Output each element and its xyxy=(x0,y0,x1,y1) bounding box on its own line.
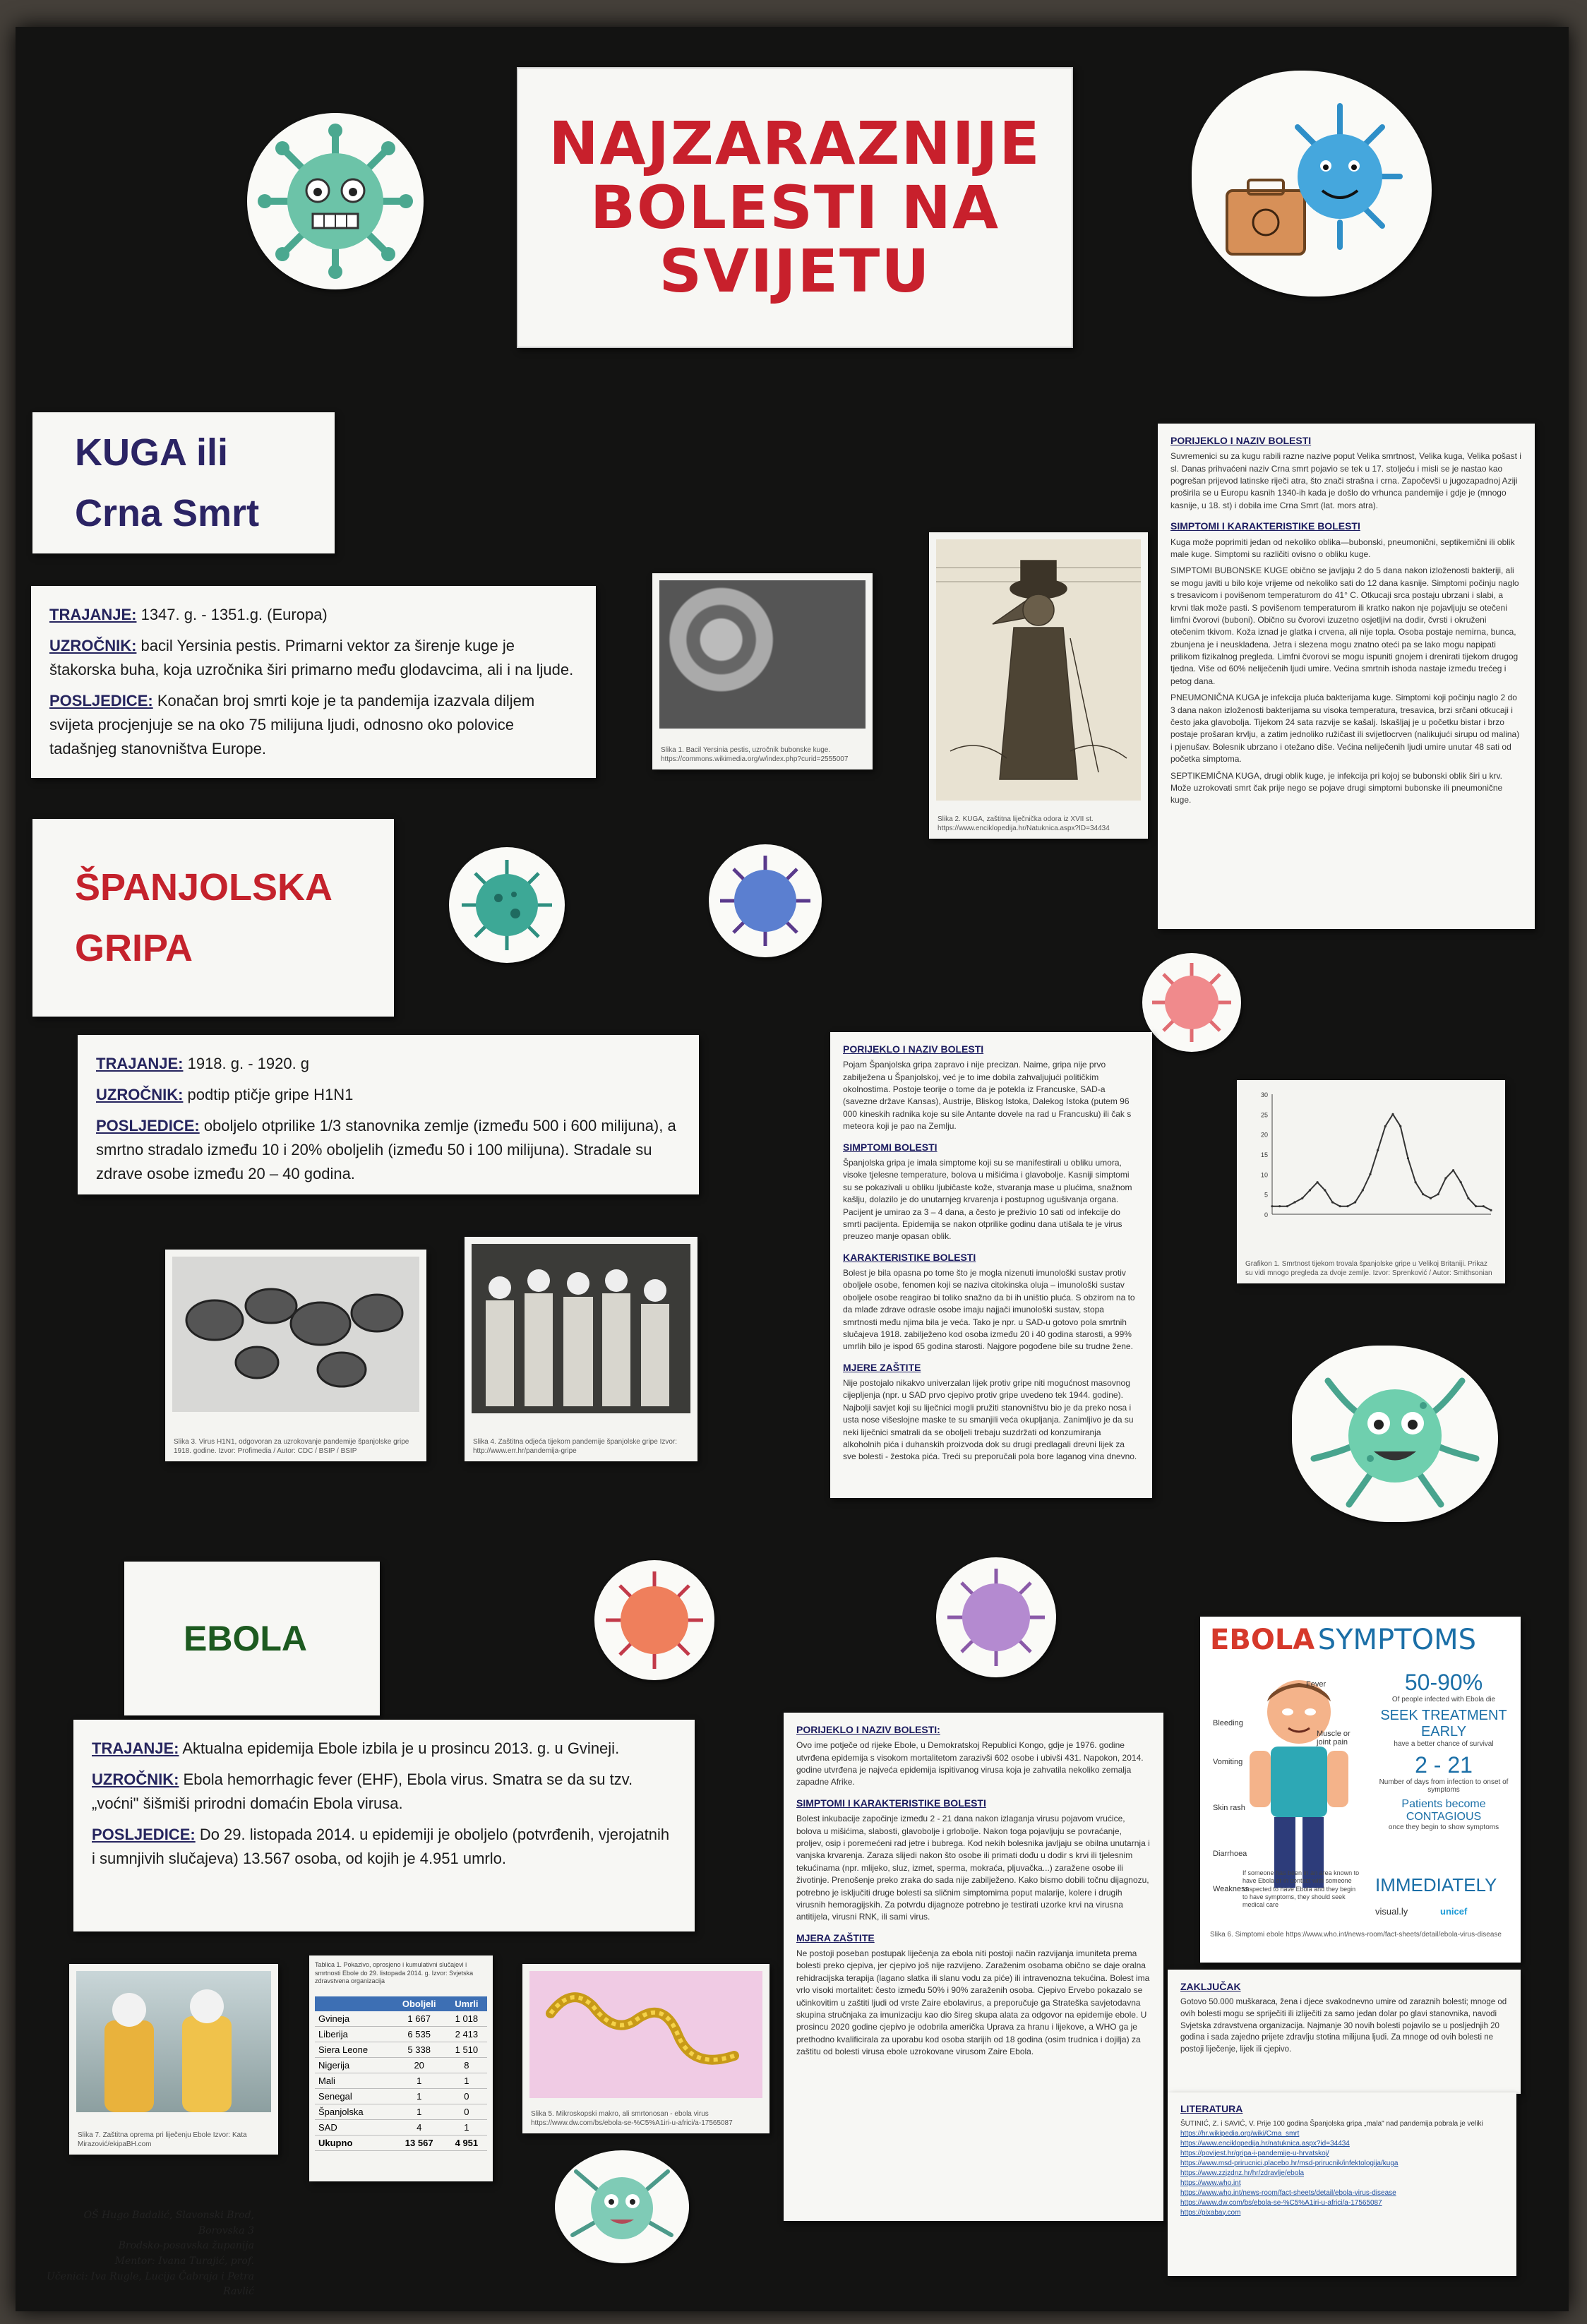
ebola-heading-origin: PORIJEKLO I NAZIV BOLESTI: xyxy=(796,1724,940,1735)
table-row xyxy=(315,2089,487,2104)
literatura-item: ŠUTINIĆ, Z. i SAVIĆ, V. Prije 100 godina Španjolska gripa „mala" nad pandemija pobrala je veliki xyxy=(1180,2119,1483,2128)
country-cell: Siera Leone xyxy=(315,2042,393,2058)
data-point xyxy=(1362,1189,1364,1191)
gripa-fig3-caption: Slika 3. Virus H1N1, odgovoran za uzrokovanje pandemije španjolske gripe 1918. godine. Izvor: Profimedia / Autor: CDC / BSIP / BSIP xyxy=(174,1438,409,1455)
visualy-brand: visual.ly xyxy=(1375,1906,1408,1917)
count-cell: 1 xyxy=(446,2073,487,2089)
country-cell: SAD xyxy=(315,2120,393,2136)
ebola-gear-photo xyxy=(69,1964,278,2155)
gripa-heading xyxy=(32,819,394,1017)
kuga-uzrocnik-text: bacil Yersinia pestis. Primarni vektor za širenje kuge je štakorska buha, koja uzročnika širi primarno među glodavcima, ali i na ljude. xyxy=(49,637,574,679)
y-tick-label: 20 xyxy=(1260,1131,1268,1139)
nurses-group xyxy=(472,1244,690,1413)
y-tick-label: 10 xyxy=(1260,1171,1268,1179)
table-row xyxy=(315,2027,487,2042)
gripa-posljedice-label: POSLJEDICE: xyxy=(96,1117,200,1135)
symptom-label-muscle: Muscle or joint pain xyxy=(1317,1730,1351,1747)
ebola-virus-image xyxy=(529,1971,762,2098)
table-row xyxy=(315,2104,487,2120)
symptom-label-bleeding: Bleeding xyxy=(1213,1719,1243,1727)
green-virus-sticker xyxy=(449,847,565,963)
data-point xyxy=(1437,1193,1439,1195)
kuga-fig1-caption: Slika 1. Bacil Yersinia pestis, uzročnik bubonske kuge. https://commons.wikimedia.org/w/index.php?curid=2555007 xyxy=(661,746,849,763)
symptom-label-rash: Skin rash xyxy=(1213,1804,1245,1812)
stat-seek-treatment: SEEK TREATMENT EARLY xyxy=(1380,1708,1507,1739)
count-cell: 1 018 xyxy=(446,2011,487,2027)
symptom-label-fever: Fever xyxy=(1306,1680,1327,1689)
data-point xyxy=(1293,1201,1295,1203)
kuga-posljedice-label: POSLJEDICE: xyxy=(49,692,153,710)
title-line-2: BOLESTI NA xyxy=(590,172,1000,242)
y-tick-label: 5 xyxy=(1264,1191,1268,1199)
count-cell: 1 667 xyxy=(393,2011,446,2027)
ebola-table-header-row xyxy=(315,1996,487,2011)
literatura-card xyxy=(1168,2092,1516,2276)
count-cell: 2 413 xyxy=(446,2027,487,2042)
count-cell: 1 xyxy=(393,2073,446,2089)
ebola-trajanje-label: TRAJANJE: xyxy=(92,1739,179,1757)
ebola-cases-table-card xyxy=(309,1955,493,2181)
data-point xyxy=(1430,1197,1432,1199)
ebola-heading-protection: MJERA ZAŠTITE xyxy=(796,1931,875,1943)
data-point xyxy=(1377,1149,1379,1151)
kuga-side-text-2: Kuga može poprimiti jedan od nekoliko oblika—bubonski, pneumonični, septikemični ili oblik male kuge. Simptomi su različiti ovisno o obliku kuge. xyxy=(1170,537,1515,559)
y-tick-label: 0 xyxy=(1264,1211,1268,1218)
data-point xyxy=(1444,1177,1447,1179)
virus-blue-icon xyxy=(716,851,815,950)
title-line-1: NAJZARAZNIJE xyxy=(549,108,1041,178)
kuga-trajanje-text: 1347. g. - 1351.g. (Europa) xyxy=(136,606,328,623)
data-point xyxy=(1483,1205,1485,1207)
gripa-trajanje-label: TRAJANJE: xyxy=(96,1055,184,1072)
unicef-brand: unicef xyxy=(1440,1906,1468,1917)
count-cell: 6 535 xyxy=(393,2027,446,2042)
count-cell: 13 567 xyxy=(393,2136,446,2151)
kuga-posljedice-text: Konačan broj smrti koje je ta pandemija izazvala diljem svijeta procjenjuje se na oko 75 milijuna ljudi, odnosno oko polovice tadašnjeg stanovništva Europe. xyxy=(49,692,535,758)
kuga-side-heading-2: SIMPTOMI I KARAKTERISTIKE BOLESTI xyxy=(1170,520,1360,532)
stat-contagious: Patients become CONTAGIOUS xyxy=(1401,1798,1486,1823)
country-cell: Nigerija xyxy=(315,2058,393,2073)
kuga-side-text-5: SEPTIKEMIČNA KUGA, drugi oblik kuge, je infekcija pri kojoj se bubonski oblik širi u krv. Može uzrokovati smrt čak prije nego se pojave drugi simptomi bubonske ili pneumonične kuge. xyxy=(1170,770,1503,805)
country-cell: Senegal xyxy=(315,2089,393,2104)
zakljucak-card xyxy=(1168,1970,1521,2094)
sick-person-icon xyxy=(1228,1673,1370,1899)
kuga-side-text-4: PNEUMONIČNA KUGA je infekcija pluća bakterijama kuge. Simptomi koji počinju naglo 2 do 3 dana nakon izloženosti bakterijama su visoka temperatura, tresavica, brzi srčani otkucaji i često jaka glavobolja. Tijekom 24 sata razvije se kašalj. Iskašljaj je u početku bistar i brzo postaje prošaran krvlju, a zatim jednoliko ružičast ili svijetlocrven (nalikujući sirupu od malina) i pjenušav. Bolesnik ubrzano i otežano diše. Većina neliječenih ljudi umire unutar 48 sati od početka simptoma. xyxy=(1170,693,1520,765)
stat-death-rate-note: Of people infected with Ebola die xyxy=(1391,1696,1496,1703)
gripa-heading-protection: MJERE ZAŠTITE xyxy=(843,1361,921,1373)
data-point xyxy=(1324,1189,1326,1191)
symptom-label-weakness: Weakness xyxy=(1213,1885,1250,1893)
blue-virus-sticker xyxy=(709,844,822,957)
count-cell: 4 951 xyxy=(446,2136,487,2151)
symptoms-title-ebola: EBOLA xyxy=(1210,1624,1315,1656)
data-point xyxy=(1286,1205,1288,1207)
gripa-info-card xyxy=(78,1035,699,1194)
literatura-item[interactable]: https://www.who.int/news-room/fact-sheets/detail/ebola-virus-disease xyxy=(1180,2188,1396,2197)
ebola-cases-table xyxy=(315,1996,487,2151)
table-row xyxy=(315,2136,487,2151)
data-point xyxy=(1369,1173,1371,1175)
ebola-heading-text: EBOLA xyxy=(184,1619,307,1658)
data-point xyxy=(1391,1113,1394,1115)
table-row xyxy=(315,2011,487,2027)
data-point xyxy=(1278,1205,1281,1207)
data-point xyxy=(1460,1181,1462,1183)
table-row xyxy=(315,2073,487,2089)
virus-face-icon xyxy=(258,124,413,279)
count-cell: 20 xyxy=(393,2058,446,2073)
kuga-heading xyxy=(32,412,335,553)
plague-doctor-photo xyxy=(929,532,1148,839)
ebola-workers xyxy=(76,1971,271,2112)
mortality-chart-card xyxy=(1237,1080,1505,1283)
virus-small-monster-icon xyxy=(562,2157,682,2256)
ebola-details-card xyxy=(784,1713,1163,2221)
count-cell: 4 xyxy=(393,2120,446,2136)
symptom-label-diarrhoea: Diarrhoea xyxy=(1213,1850,1247,1858)
ebola-virus-photo xyxy=(522,1964,769,2133)
gripa-uzrocnik-label: UZROČNIK: xyxy=(96,1086,184,1104)
pink-virus-sticker xyxy=(1142,953,1241,1052)
gripa-chart-caption: Grafikon 1. Smrtnost tijekom trovala španjolske gripe u Velikoj Britaniji. Prikaz su vidi mnogo pregleda za dvoje zemlje. Izvor: Sprenković / Autor: Smithsonian xyxy=(1245,1260,1492,1277)
data-point xyxy=(1339,1205,1341,1207)
mortality-line-chart xyxy=(1244,1087,1498,1228)
gripa-heading-symptoms: SIMPTOMI BOLESTI xyxy=(843,1141,938,1153)
data-point xyxy=(1399,1125,1401,1127)
country-cell: Liberija xyxy=(315,2027,393,2042)
data-point xyxy=(1301,1197,1303,1199)
protective-clothing-photo xyxy=(465,1237,697,1461)
bottom-virus-sticker xyxy=(555,2150,689,2263)
zakljucak-heading: ZAKLJUČAK xyxy=(1180,1981,1241,1992)
ebola-info-card xyxy=(73,1720,695,1931)
ebola-text-protection: Ne postoji poseban postupak liječenja za ebola niti postoji način razvijanja imuniteta prema bolesti preko cjepiva, jer cjepivo još nije razvijeno. Zaraženim osobama obično se daje oralna rehidracijska terapija (lagano slatka ili slanu vodu za piće) ili intravenozna tekućina. Bolest ima vrlo visoki mortalitet: često između 50% i 90% zaraženih osoba. Cjepivo Ervebo pokazalo se učinkovitim u zaštiti ljudi od vrste Zaire ebolavirus, a preporučuje ga Strateška savjetodavna skupina stručnjaka za imunizaciju kao dio šireg skupa alata za odgovor na epidemije ebole. U prosincu 2020 godine cjepivo je odobrila američka Uprava za hranu i lijekove, a WHO ga je prethodno kvalificirala za uporabu kod osoba starijih od 18 godina (osim trudnica i dojilja) za zaštitu od bolesti virusa ebole uzrokovane virusom Zaire Ebola. xyxy=(796,1948,1150,2057)
count-cell: 5 338 xyxy=(393,2042,446,2058)
gripa-heading-characteristics: KARAKTERISTIKE BOLESTI xyxy=(843,1251,976,1263)
kuga-uzrocnik-label: UZROČNIK: xyxy=(49,637,137,655)
literatura-item[interactable]: https://povijest.hr/gripa-i-pandemije-u-hrvatskoj/ xyxy=(1180,2149,1329,2157)
h1n1-image xyxy=(172,1257,419,1412)
nurses-image xyxy=(472,1244,690,1413)
literatura-list xyxy=(1180,2119,1504,2218)
virus-purple-icon xyxy=(943,1564,1049,1670)
orange-virus-sticker xyxy=(594,1560,714,1680)
kuga-heading-line-1: KUGA ili xyxy=(75,431,229,474)
data-point xyxy=(1422,1193,1424,1195)
stat-death-rate: 50-90% xyxy=(1404,1670,1483,1695)
ebola-fig6-caption: Slika 6. Simptomi ebole https://www.who.int/news-room/fact-sheets/detail/ebola-virus-disease xyxy=(1210,1931,1502,1939)
virus-monster-icon xyxy=(1300,1353,1490,1515)
count-cell: 8 xyxy=(446,2058,487,2073)
symptom-label-vomiting: Vomiting xyxy=(1213,1758,1243,1766)
symptoms-immediately: IMMEDIATELY xyxy=(1375,1874,1497,1895)
ebola-heading-symptoms: SIMPTOMI I KARAKTERISTIKE BOLESTI xyxy=(796,1797,986,1809)
gripa-trajanje-text: 1918. g. - 1920. g xyxy=(183,1055,310,1072)
virus-pink-icon xyxy=(1149,960,1234,1045)
table-header-cell: Umrli xyxy=(446,1996,487,2011)
green-monster-sticker xyxy=(1292,1346,1498,1522)
kuga-heading-line-2: Crna Smrt xyxy=(75,492,260,534)
table-row xyxy=(315,2042,487,2058)
y-tick-label: 30 xyxy=(1260,1091,1268,1098)
stat-seek-treatment-note: have a better chance of survival xyxy=(1394,1740,1494,1748)
data-point xyxy=(1384,1125,1387,1127)
ebola-posljedice-label: POSLJEDICE: xyxy=(92,1826,196,1844)
stat-incubation-note: Number of days from infection to onset of symptoms xyxy=(1379,1778,1509,1794)
mortality-series-line xyxy=(1272,1114,1491,1210)
plague-doctor-engraving xyxy=(936,539,1141,801)
ebola-filament xyxy=(529,1971,762,2098)
author-credit xyxy=(42,2208,254,2300)
count-cell: 0 xyxy=(446,2104,487,2120)
stat-contagious-note: once they begin to show symptoms xyxy=(1388,1823,1499,1831)
table-row xyxy=(315,2120,487,2136)
country-cell: Ukupno xyxy=(315,2136,393,2151)
title-line-3: SVIJETU xyxy=(659,236,931,306)
gripa-text-origin: Pojam Španjolska gripa zapravo i nije precizan. Naime, gripa nije prvo zabilježena u Španjolskoj, već je to ime dobila zahvaljujući političkim okolnostima. Postoje teorije o tome da je potekla iz Francuske, SAD-a (savezne države Kansas), Austrije, Bliskog Istoka, Dalekog Istoka (putem 96 000 kineskih radnika koje su sile Antante dovele na rad u Francusku) ili čak s meteora koji je pao na Zemlju. xyxy=(843,1060,1132,1132)
gripa-fig4-caption: Slika 4. Zaštitna odjeća tijekom pandemije španjolske gripe Izvor: http://www.err.hr/pandemija-gripe xyxy=(473,1438,678,1455)
virus-briefcase-icon xyxy=(1206,85,1418,282)
literatura-item[interactable]: https://www.zzjzdnz.hr/hr/zdravlje/ebola xyxy=(1180,2169,1305,2177)
gripa-text-characteristics: Bolest je bila opasna po tome što je mogla nizenuti imunološki sustav protiv oboljele osobe, fenomen koji se naziva citokinska oluja – imunološki sustav oboljele osobe reagirao bi toliko snažno da bi ih uništio pluća. S obzirom na to da mlađe zdrave odrasle osobe imaju najjači imunološki sustav, stopa smrtnosti među njima bila je veća. Tako je npr. u SAD-u gotovo pola smrtnih slučajeva 1918. zabilježeno kod osoba između 20 i 40 godina starosti, a 99% umrlih bilo je ispod 65 godina starosti. Najgore pogođene bile su trudne žene. xyxy=(843,1267,1135,1352)
gripa-text-symptoms: Španjolska gripa je imala simptome koji su se manifestirali u obliku umora, visoke tjelesne temperature, bolova u mišićima i glavobolje. Kasniji simptomi su se pokazivali u obliku ljubičaste kože, stvaranja mase u plućima, snažnom kašlju, dolazilo je do unutarnjeg krvarenja i postupnog ugušivanja organa. Pacijent je umirao za 3 – 4 dana, a često je preživio 10 sati od infekcije do smrti pacijenta. Epidemija se nakon otprilike godinu dana utišala te je virus preuzeo manje opasan oblik. xyxy=(843,1157,1132,1242)
credit-mentor: Mentor: Ivana Turajić, prof. xyxy=(114,2256,254,2268)
gripa-heading-origin: PORIJEKLO I NAZIV BOLESTI xyxy=(843,1043,984,1055)
count-cell: 1 510 xyxy=(446,2042,487,2058)
gripa-posljedice-text: oboljelo otprilike 1/3 stanovnika zemlje (između 500 i 600 milijuna), a smrtno stradalo između 10 i 20% oboljelih (između 50 i 100 milijuna). Stradale su zdrave osobe između 20 – 40 godina. xyxy=(96,1117,676,1183)
data-point xyxy=(1309,1189,1311,1191)
data-point xyxy=(1271,1205,1273,1207)
gripa-heading-line-1: ŠPANJOLSKA xyxy=(75,865,333,909)
bacillus-image xyxy=(659,580,866,729)
purple-virus-sticker xyxy=(936,1557,1056,1677)
gripa-uzrocnik-text: podtip ptičje gripe H1N1 xyxy=(183,1086,354,1104)
kuga-trajanje-label: TRAJANJE: xyxy=(49,606,137,623)
country-cell: Mali xyxy=(315,2073,393,2089)
data-point xyxy=(1490,1209,1492,1211)
count-cell: 0 xyxy=(446,2089,487,2104)
data-point xyxy=(1317,1181,1319,1183)
ebola-fig7-caption: Slika 7. Zaštitna oprema pri liječenju Ebole Izvor: Kata Mirazović/ekipaBH.com xyxy=(78,2131,247,2148)
data-point xyxy=(1346,1205,1348,1207)
kuga-fig2-caption: Slika 2. KUGA, zaštitna liječnička odora iz XVII st. https://www.enciklopedija.hr/Natuknica.aspx?ID=34434 xyxy=(938,815,1110,832)
literatura-item[interactable]: https://pixabay.com xyxy=(1180,2208,1241,2217)
country-cell: Španjolska xyxy=(315,2104,393,2120)
data-point xyxy=(1354,1201,1356,1203)
ebola-table-caption: Tablica 1. Pokazivo, oprosjeno i kumulativni slučajevi i smrtnosti Ebole do 29. listopada 2014. g. Izvor: Svjetska zdravstvena organizacija xyxy=(315,1961,474,1985)
data-point xyxy=(1475,1205,1477,1207)
ebola-trajanje-text: Aktualna epidemija Ebole izbila je u prosincu 2013. g. u Gvineji. xyxy=(179,1739,620,1757)
literatura-item[interactable]: https://www.enciklopedija.hr/natuknica.aspx?id=34434 xyxy=(1180,2139,1350,2148)
ebola-fig5-caption: Slika 5. Mikroskopski makro, ali smrtonosan - ebola virus https://www.dw.com/bs/ebola-se-%C5%A1iri-u-africi/a-17565087 xyxy=(531,2110,733,2127)
gripa-heading-line-2: GRIPA xyxy=(75,927,193,969)
kuga-side-text-1: Suvremenici su za kugu rabili razne nazive poput Velika smrtnost, Velika kuga, Velika pošast i sl. Danas prihvaćeni naziv Crna smrt pojavio se tek u 17. stoljeću i misli se je nastao kao pogrešan prijevod latinske riječi atra, što znači strašna i crna. Započevši u jugozapadnoj Aziji proširila se u Europu kasnih 1340-ih kada je došlo do vrhunca pandemije i gdje je (mnogo kasnije, u 18. st) i dobila ime Crna Smrt (lat. mors atra). xyxy=(1170,451,1521,510)
literatura-heading: LITERATURA xyxy=(1180,2103,1243,2114)
literatura-item[interactable]: https://www.who.int xyxy=(1180,2179,1241,2187)
symptoms-title-symptoms: SYMPTOMS xyxy=(1317,1624,1476,1656)
zakljucak-text: Gotovo 50.000 muškaraca, žena i djece svakodnevno umire od zaraznih bolesti; mnoge od ovih bolesti mogu se spriječiti ili izliječiti za samo jedan dolar po glavi stanovnika, navodi Svjetska zdravstvena organizacija. Najmanje 30 novih bolesti pojavilo se u posljednjih 20 godina i sada zajedno prijete zdravlju stotina milijuna ljudi. Za mnoge od ovih bolesti ne postoji liječenje, lijek ili cjepivo. xyxy=(1180,1998,1507,2054)
credit-county: Brodsko-posavska županija xyxy=(118,2240,254,2252)
plague-doctor-image xyxy=(936,539,1141,801)
literatura-item[interactable]: https://www.dw.com/bs/ebola-se-%C5%A1iri-u-africi/a-17565087 xyxy=(1180,2198,1382,2207)
literatura-item[interactable]: https://www.msd-prirucnici.placebo.hr/msd-prirucnik/infektologija/kuga xyxy=(1180,2159,1399,2167)
kuga-details-card xyxy=(1158,424,1535,929)
ebola-heading xyxy=(124,1562,380,1715)
virus-green-icon xyxy=(457,856,556,954)
table-header-cell: Oboljeli xyxy=(393,1996,446,2011)
data-point xyxy=(1467,1197,1469,1199)
credit-school: OŠ Hugo Badalić, Slavonski Brod, Borovska 3 xyxy=(83,2210,254,2236)
kuga-side-heading-1: PORIJEKLO I NAZIV BOLESTI xyxy=(1170,435,1312,446)
ebola-workers-image xyxy=(76,1971,271,2112)
h1n1-micrograph xyxy=(172,1257,419,1412)
count-cell: 1 xyxy=(446,2120,487,2136)
symptom-stats xyxy=(1377,1670,1511,1831)
table-row xyxy=(315,2058,487,2073)
gripa-text-protection: Nije postojalo nikakvo univerzalan lijek protiv gripe niti mogućnost masovnog cijepljenja (npr. u SAD prvo cjepivo protiv gripe uvedeno tek 1944. godine). Najbolji savjet koji su liječnici mogli pružiti stanovništvu bio je da preko nosa i usta nose višeslojne maske te su smanjili veća okupljanja. Zanimljivo je da su neki liječnici smatrali da se oboljeli trebaju suzdržati od konzumiranja alkoholnih pića i duhanskih proizvoda dok su drugi predlagali drevni lijek za sve bolesti - žestoka pića. Treći su preporučali pola bore laganog vina dnevno. xyxy=(843,1378,1137,1462)
h1n1-virus-photo xyxy=(165,1250,426,1461)
kuga-side-text-3: SIMPTOMI BUBONSKE KUGE obično se javljaju 2 do 5 dana nakon izloženosti bakteriji, ali se mogu javiti u bilo koje vrijeme od nekoliko sati do 12 dana kasnije. Simptomi počinju naglo s tresavicom i povišenom temperaturom do 41° C. Otkucaji srca postaju ubrzani i slabi, a krvni tlak može pasti. S povišenom temperaturom ili kratko nakon nje pojavljuju se otečeni limfni čvorovi (buboni). Obično su čvorovi izuzetno osjetljivi na dodir, čvrsti i okruženi otečenim tkivom. Koža iznad je glatka i crvena, ali nije topla. Osoba postaje nemirna, bunca, zbunjena je i neusklađena. Jetra i slezena mogu znatno oteći pa se lako mogu napipati prilikom fizikalnog pregleda. Limfni čvorovi se mogu ispuniti gnojem i drenirati tijekom drugog tjedna. Više od 60% neliječenih ljudi umire. Većina smrtnih ishoda nastaje između trećeg i petog dana. xyxy=(1170,565,1519,686)
virus-orange-icon xyxy=(601,1567,707,1673)
kuga-info-card xyxy=(31,586,596,778)
virus-briefcase-sticker xyxy=(1192,71,1432,297)
poster-title xyxy=(517,67,1073,348)
data-point xyxy=(1407,1157,1409,1159)
data-point xyxy=(1415,1181,1417,1183)
angry-virus-sticker xyxy=(247,113,424,289)
credit-students: Učenici: Iva Rugle, Lucija Čabraja i Petra Ravlić xyxy=(47,2270,254,2298)
count-cell: 1 xyxy=(393,2089,446,2104)
literatura-item[interactable]: https://hr.wikipedia.org/wiki/Crna_smrt xyxy=(1180,2129,1300,2138)
kuga-bacillus-photo xyxy=(652,573,873,769)
ebola-text-origin: Ovo ime potječe od rijeke Ebole, u Demokratskoj Republici Kongo, gdje je 1976. godine utvrđena epidemija s visokom mortalitetom zarazivši 602 osobe i ubivši 431. Napokon, 2014. godine utvrđena je najveća epidemija ispitivanog virusa koja je zahvatila nekoliko zemalja zapadne Afrike. xyxy=(796,1740,1144,1787)
country-cell: Gvineja xyxy=(315,2011,393,2027)
data-point xyxy=(1452,1169,1454,1171)
y-tick-label: 25 xyxy=(1260,1111,1268,1119)
table-header-cell xyxy=(315,1996,393,2011)
ebola-uzrocnik-text: Ebola hemorrhagic fever (EHF), Ebola virus. Smatra se da su tzv. „voćni" šišmiši prirodni domaćin Ebola virusa. xyxy=(92,1771,633,1813)
count-cell: 1 xyxy=(393,2104,446,2120)
ebola-symptoms-infographic xyxy=(1200,1617,1521,1963)
ebola-uzrocnik-label: UZROČNIK: xyxy=(92,1771,179,1789)
stat-incubation: 2 - 21 xyxy=(1415,1752,1473,1778)
y-tick-label: 15 xyxy=(1260,1151,1268,1158)
ebola-text-symptoms: Bolest inkubacije započinje između 2 - 21 dana nakon izlaganja virusu pojavom vrućice, bolova u mišićima, slabosti, glavobolje i grlobolje. Nakon toga pojavljuju se povraćanje, proljev, osip i poremećeni rad jetre i bubrega. Kod nekih bolesnika javljaju se obilna unutarnja i vanjska krvarenja. Zaraza slijedi nakon što osobe ili primati dođu u dodir s krvi ili tjelesnim tekućinama (npr. mlijeko, sluz, izmet, sperma, mokraća, pljuvačka...) zaražene osobe ili životinje. Prenošenje preko zraka do sada nije zabilježeno. Kako bismo dobili točnu dijagnozu, potrebno je isključiti druge bolesti sa sličnim simptomima poput malarije, kolere i drugih virusnih hemoragijskih. Za potvrdu dijagnoze potrebno je testirati uzorke krvi na virusna antitijela, virusni RNK, ili sami virus. xyxy=(796,1814,1150,1922)
symptoms-warning: If someone has been in an area known to have Ebola or in contact with someone suspected to have Ebola and they begin to have symptoms, they should seek medical care xyxy=(1242,1869,1360,1908)
ebola-posljedice-text: Do 29. listopada 2014. u epidemiji je oboljelo (potvrđenih, vjerojatnih i sumnjivih slučajeva) 13.567 osoba, od kojih je 4.951 umrlo. xyxy=(92,1826,670,1868)
gripa-details-card xyxy=(830,1032,1152,1498)
data-point xyxy=(1331,1201,1334,1203)
